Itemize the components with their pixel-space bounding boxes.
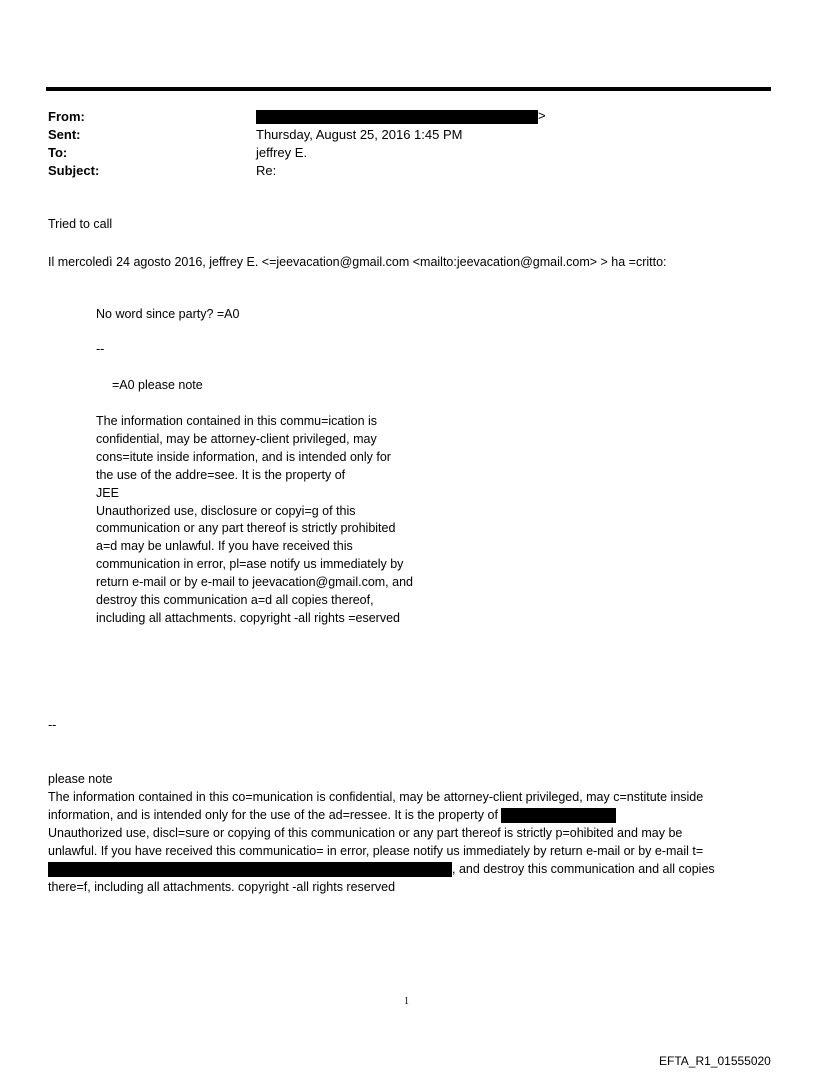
header-rule xyxy=(46,87,771,91)
opening-line: Tried to call xyxy=(48,217,113,231)
subject-label: Subject: xyxy=(48,163,100,178)
document-id: EFTA_R1_01555020 xyxy=(659,1054,771,1068)
quoted-disclaimer-line: including all attachments. copyright -all rights =eserved xyxy=(96,611,400,625)
disclaimer-line: The information contained in this co=munication is confidential, may be attorney-client privileged, may c=nstitute inside xyxy=(48,790,704,804)
redaction-bar xyxy=(501,808,616,823)
note-heading: please note xyxy=(48,772,113,786)
signature-separator: -- xyxy=(48,718,57,732)
to-value: jeffrey E. xyxy=(256,145,308,160)
from-value xyxy=(256,108,546,124)
quoted-note: =A0 please note xyxy=(112,378,203,392)
quoted-disclaimer-line: The information contained in this commu=ication is xyxy=(96,414,378,428)
disclaimer-line: there=f, including all attachments. copyright -all rights reserved xyxy=(48,880,396,894)
redaction-bar xyxy=(256,110,538,124)
quoted-disclaimer-line: the use of the addre=see. It is the property of xyxy=(96,468,346,482)
quoted-disclaimer-line: communication or any part thereof is strictly prohibited xyxy=(96,521,396,535)
quoted-disclaimer-line: cons=itute inside information, and is intended only for xyxy=(96,450,391,464)
quoted-disclaimer-line: JEE xyxy=(96,486,119,500)
disclaimer-line: unlawful. If you have received this communicatio= in error, please notify us immediately by return e-mail or by e-mail t= xyxy=(48,844,704,858)
disclaimer-text: information, and is intended only for the use of the ad=ressee. It is the property of xyxy=(48,808,498,822)
quoted-disclaimer-line: Unauthorized use, disclosure or copyi=g of this xyxy=(96,504,356,518)
page-number: 1 xyxy=(404,996,409,1007)
quoted-disclaimer-line: confidential, may be attorney-client privileged, may xyxy=(96,432,377,446)
quoted-disclaimer-line: destroy this communication a=d all copies thereof, xyxy=(96,593,374,607)
sent-value: Thursday, August 25, 2016 1:45 PM xyxy=(256,127,463,142)
quoted-disclaimer-line: communication in error, pl=ase notify us immediately by xyxy=(96,557,404,571)
from-label: From: xyxy=(48,109,85,124)
quote-intro: Il mercoledì 24 agosto 2016, jeffrey E. <=jeevacation@gmail.com <mailto:jeevacation@gmail.com> > ha =critto: xyxy=(48,255,667,269)
quoted-disclaimer-line: return e-mail or by e-mail to jeevacation@gmail.com, and xyxy=(96,575,413,589)
disclaimer-line xyxy=(48,808,616,823)
disclaimer-text: , and destroy this communication and all copies xyxy=(452,862,715,876)
subject-value: Re: xyxy=(256,163,277,178)
disclaimer-line xyxy=(48,862,715,877)
redaction-bar xyxy=(48,862,452,877)
to-label: To: xyxy=(48,145,68,160)
quoted-separator: -- xyxy=(96,342,105,356)
from-suffix: > xyxy=(538,108,546,123)
quoted-message: No word since party? =A0 xyxy=(96,307,240,321)
sent-label: Sent: xyxy=(48,127,81,142)
disclaimer-line: Unauthorized use, discl=sure or copying of this communication or any part thereof is strictly p=ohibited and may be xyxy=(48,826,683,840)
quoted-disclaimer-line: a=d may be unlawful. If you have received this xyxy=(96,539,353,553)
